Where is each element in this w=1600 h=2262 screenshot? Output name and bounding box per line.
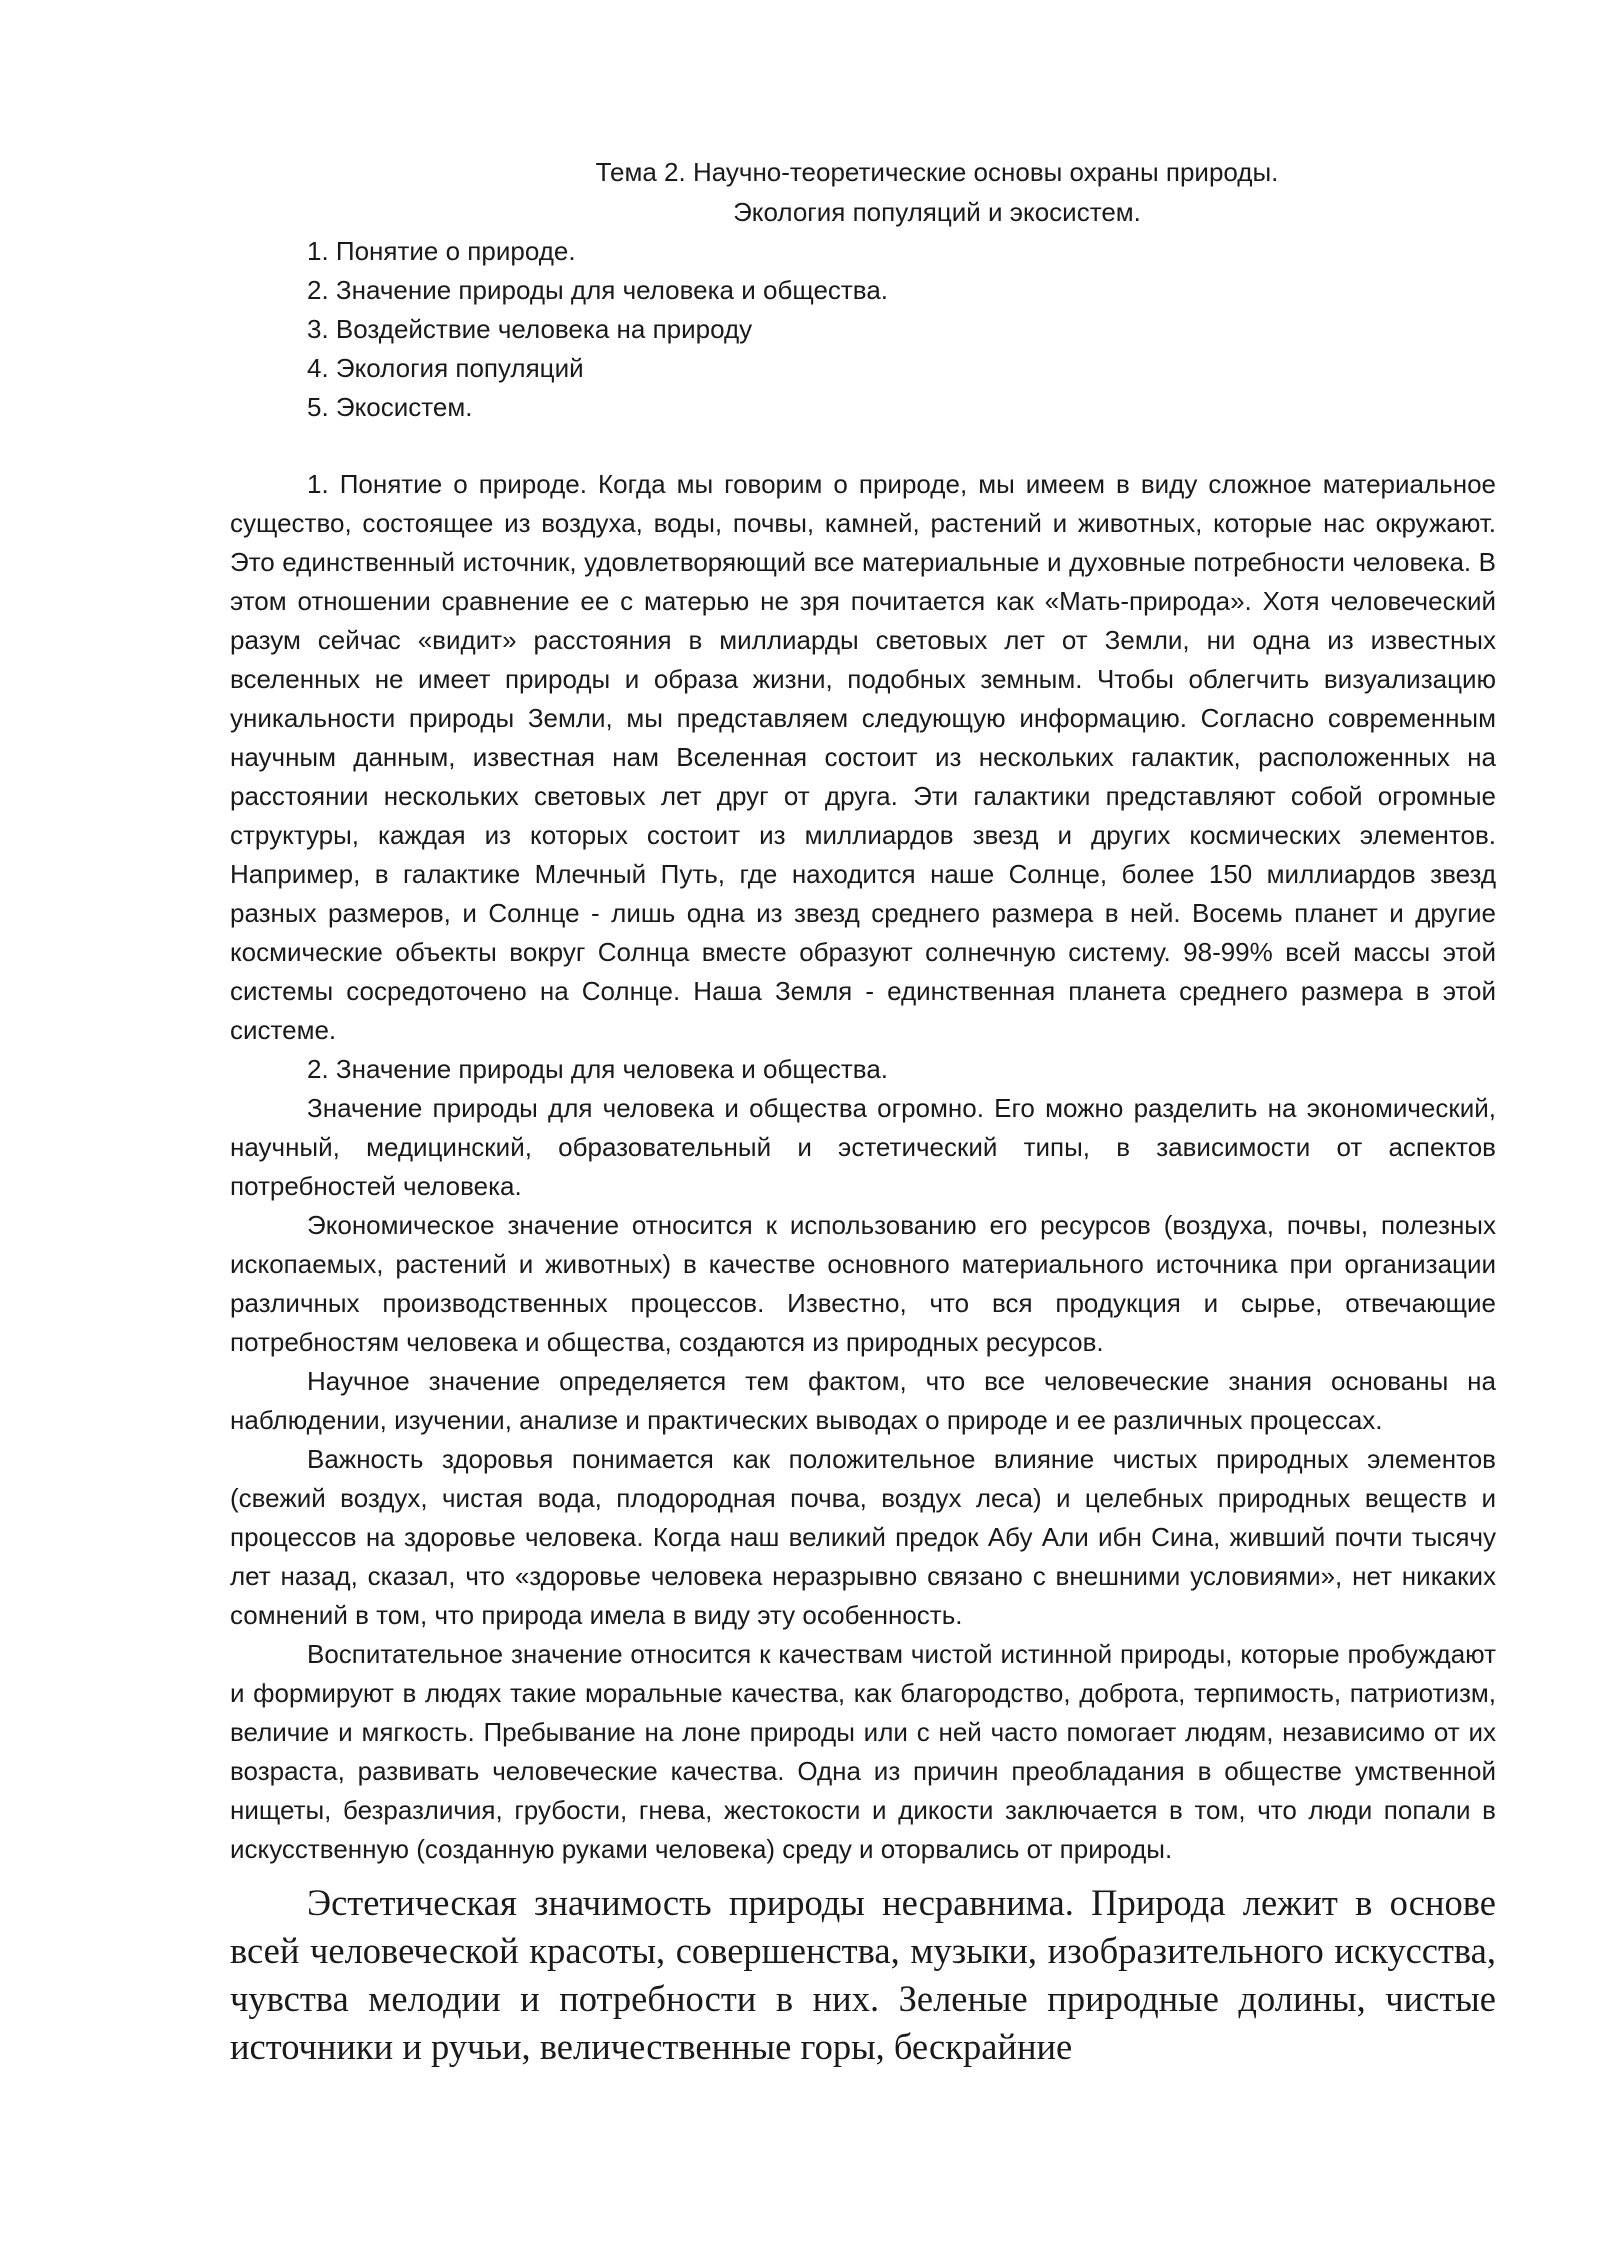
paragraph-scientific: Научное значение определяется тем фактом, что все человеческие знания основаны на наблюдении, изучении, анализе и практических выводах о природе и ее различных процессах. <box>230 1366 1496 1435</box>
outline-item: 5. Экосистем. <box>307 392 473 422</box>
title-line-2: Экология популяций и экосистем. <box>733 197 1141 227</box>
outline-item: 3. Воздействие человека на природу <box>307 314 753 344</box>
paragraph-educational: Воспитательное значение относится к качествам чистой истинной природы, которые пробуждают и формируют в людях такие моральные качества, как благородство, доброта, терпимость, патриотизм, величие и мягкость. Пребывание на лоне природы или с ней часто помогает людям, независимо от их возраста, развивать человеческие качества. Одна из причин преобладания в обществе умственной нищеты, безразличия, грубости, гнева, жестокости и дикости заключается в том, что люди попали в искусственную (созданную руками человека) среду и оторвались от природы. <box>230 1639 1496 1864</box>
outline-item: 4. Экология популяций <box>307 353 584 383</box>
paragraph-importance-intro: Значение природы для человека и общества огромно. Его можно разделить на экономический, научный, медицинский, образовательный и эстетический типы, в зависимости от аспектов потребностей человека. <box>230 1093 1496 1201</box>
paragraph-concept-of-nature: 1. Понятие о природе. Когда мы говорим о природе, мы имеем в виду сложное материальное существо, состоящее из воздуха, воды, почвы, камней, растений и животных, которые нас окружают. Это единственный источник, удовлетворяющий все материальные и духовные потребности человека. В этом отношении сравнение ее с матерью не зря почитается как «Мать-природа». Хотя человеческий разум сейчас «видит» расстояния в миллиарды световых лет от Земли, ни одна из известных вселенных не имеет природы и образа жизни, подобных земным. Чтобы облегчить визуализацию уникальности природы Земли, мы представляем следующую информацию. Согласно современным научным данным, известная нам Вселенная состоит из нескольких галактик, расположенных на расстоянии нескольких световых лет друг от друга. Эти галактики представляют собой огромные структуры, каждая из которых состоит из миллиардов звезд и других космических элементов. Например, в галактике Млечный Путь, где находится наше Солнце, более 150 миллиардов звезд разных размеров, и Солнце - лишь одна из звезд среднего размера в ней. Восемь планет и другие космические объекты вокруг Солнца вместе образуют солнечную систему. 98-99% всей массы этой системы сосредоточено на Солнце. Наша Земля - единственная планета среднего размера в этой системе. <box>230 469 1496 1045</box>
outline-item: 2. Значение природы для человека и общества. <box>307 275 889 305</box>
outline-item: 1. Понятие о природе. <box>307 236 576 266</box>
title-line-1: Тема 2. Научно-теоретические основы охраны природы. <box>595 157 1279 187</box>
document-body <box>230 152 1496 2071</box>
document-title <box>378 152 1496 232</box>
paragraph-health: Важность здоровья понимается как положительное влияние чистых природных элементов (свежий воздух, чистая вода, плодородная почва, воздух леса) и целебных природных веществ и процессов на здоровье человека. Когда наш великий предок Абу Али ибн Сина, живший почти тысячу лет назад, сказал, что «здоровье человека неразрывно связано с внешними условиями», нет никаких сомнений в том, что природа имела в виду эту особенность. <box>230 1444 1496 1630</box>
section-heading-importance: 2. Значение природы для человека и общества. <box>307 1054 889 1084</box>
paragraph-economic: Экономическое значение относится к использованию его ресурсов (воздуха, почвы, полезных ископаемых, растений и животных) в качестве основного материального источника при организации различных производственных процессов. Известно, что вся продукция и сырье, отвечающие потребностям человека и общества, создаются из природных ресурсов. <box>230 1210 1496 1357</box>
paragraph-aesthetic: Эстетическая значимость природы несравнима. Природа лежит в основе всей человеческой красоты, совершенства, музыки, изобразительного искусства, чувства мелодии и потребности в них. Зеленые природные долины, чистые источники и ручьи, величественные горы, бескрайние <box>230 1882 1496 2067</box>
topic-outline <box>230 232 1496 427</box>
section-spacer <box>230 427 1496 465</box>
